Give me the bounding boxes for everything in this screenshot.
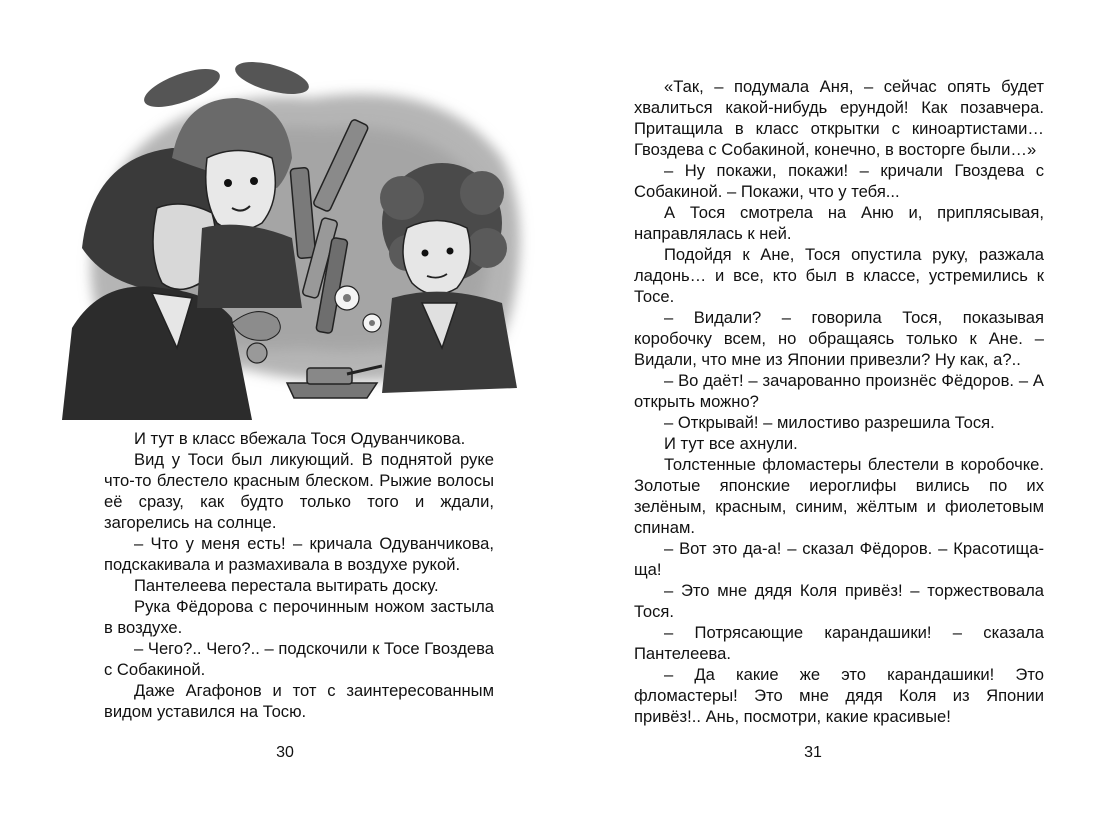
paragraph: – Что у меня есть! – кричала Одуванчикова, подскакивала и размахивала в воздухе рукой. — [104, 534, 494, 574]
paragraph: – Да какие же это карандашики! Это фломастеры! Это мне дядя Коля из Японии привёз!.. Ань, посмотри, какие красивые! — [634, 665, 1044, 726]
paragraph: – Во даёт! – зачарованно произнёс Фёдоров. – А открыть можно? — [634, 371, 1044, 411]
left-page-text — [104, 428, 494, 722]
paragraph: – Открывай! – милостиво разрешила Тося. — [664, 413, 995, 432]
paragraph: Рука Фёдорова с перочинным ножом застыла в воздухе. — [104, 597, 494, 637]
paragraph: Толстенные фломастеры блестели в коробочке. Золотые японские иероглифы вились по их зелёным, красным, синим, жёлтым и фиолетовым спинам. — [634, 455, 1044, 537]
paragraph: – Чего?.. Чего?.. – подскочили к Тосе Гвоздева с Собакиной. — [104, 639, 494, 679]
paragraph: И тут в класс вбежала Тося Одуванчикова. — [134, 429, 466, 448]
paragraph: Пантелеева перестала вытирать доску. — [134, 576, 439, 595]
page-number: 31 — [804, 744, 822, 761]
paragraph: – Потрясающие карандашики! – сказала Пантелеева. — [634, 623, 1044, 663]
paragraph: И тут все ахнули. — [664, 434, 798, 453]
paragraph: Вид у Тоси был ликующий. В поднятой руке что-то блестело красным блеском. Рыжие волосы её сразу, как будто только того и ждали, загорелись на солнце. — [104, 450, 494, 532]
right-page — [550, 0, 1100, 825]
paragraph: – Вот это да-а! – сказал Фёдоров. – Красотища-ща! — [634, 539, 1044, 579]
paragraph: «Так, – подумала Аня, – сейчас опять будет хвалиться какой-нибудь ерундой! Как позавчера. Притащила в класс открытки с киноартистами… Гвоздева с Собакиной, конечно, в восторге были…» — [634, 77, 1044, 159]
paragraph: Подойдя к Ане, Тося опустила руку, разжала ладонь… и все, кто был в классе, устремились к Тосе. — [634, 245, 1044, 306]
paragraph: – Это мне дядя Коля привёз! – торжествовала Тося. — [634, 581, 1044, 621]
right-page-text — [634, 76, 1044, 727]
paragraph: – Ну покажи, покажи! – кричали Гвоздева с Собакиной. – Покажи, что у тебя... — [634, 161, 1044, 201]
page-number: 30 — [276, 744, 294, 761]
paragraph: А Тося смотрела на Аню и, приплясывая, направлялась к ней. — [634, 203, 1044, 243]
paragraph: – Видали? – говорила Тося, показывая коробочку всем, но обращаясь только к Ане. – Видали, что мне из Японии привезли? Ну как, а?.. — [634, 308, 1044, 369]
paragraph: Даже Агафонов и тот с заинтересованным видом уставился на Тосю. — [104, 681, 494, 721]
illustration-children-with-markers — [62, 48, 540, 420]
